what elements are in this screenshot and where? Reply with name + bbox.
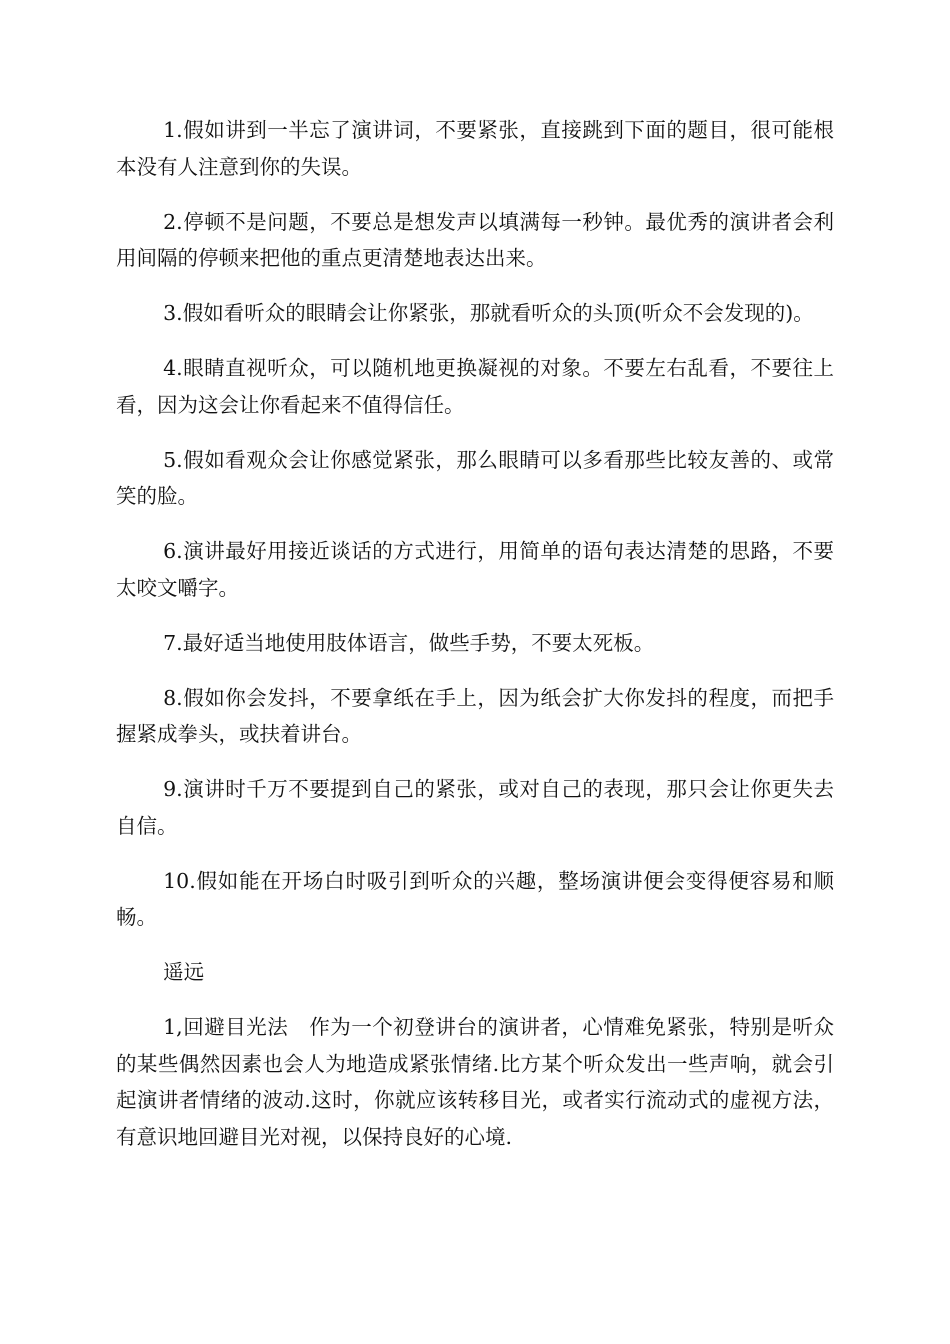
tip-paragraph-7: 7.最好适当地使用肢体语言，做些手势，不要太死板。	[163, 630, 655, 655]
method-paragraph-1: 1,回避目光法 作为一个初登讲台的演讲者，心情难免紧张，特别是听众的某些偶然因素也会人为地造成紧张情绪.比方某个听众发出一些声响，就会引起演讲者情绪的波动.这时，你就应该转移目光，或者实行流动式的虚视方法，有意识地回避目光对视，以保持良好的心境.	[116, 1015, 834, 1149]
tip-paragraph-3: 3.假如看听众的眼睛会让你紧张，那就看听众的头顶(听众不会发现的)。	[163, 301, 814, 325]
tip-paragraph-8: 8.假如你会发抖，不要拿纸在手上，因为纸会扩大你发抖的程度，而把手握紧成拳头，或扶着讲台。	[116, 685, 834, 746]
tip-paragraph-5: 5.假如看观众会让你感觉紧张，那么眼睛可以多看那些比较友善的、或常笑的脸。	[116, 447, 834, 508]
tip-paragraph-9: 9.演讲时千万不要提到自己的紧张，或对自己的表现，那只会让你更失去自信。	[116, 777, 834, 838]
tip-paragraph-6: 6.演讲最好用接近谈话的方式进行，用简单的语句表达清楚的思路，不要太咬文嚼字。	[116, 539, 834, 600]
tip-paragraph-1: 1.假如讲到一半忘了演讲词，不要紧张，直接跳到下面的题目，很可能根本没有人注意到你的失误。	[116, 118, 834, 179]
section-heading: 遥远	[163, 960, 205, 984]
tip-paragraph-4: 4.眼睛直视听众，可以随机地更换凝视的对象。不要左右乱看，不要往上看，因为这会让你看起来不值得信任。	[116, 356, 834, 417]
document-body	[116, 112, 834, 1174]
tip-paragraph-10: 10.假如能在开场白时吸引到听众的兴趣，整场演讲便会变得便容易和顺畅。	[116, 868, 834, 929]
tip-paragraph-2: 2.停顿不是问题，不要总是想发声以填满每一秒钟。最优秀的演讲者会利用间隔的停顿来把他的重点更清楚地表达出来。	[116, 209, 834, 270]
